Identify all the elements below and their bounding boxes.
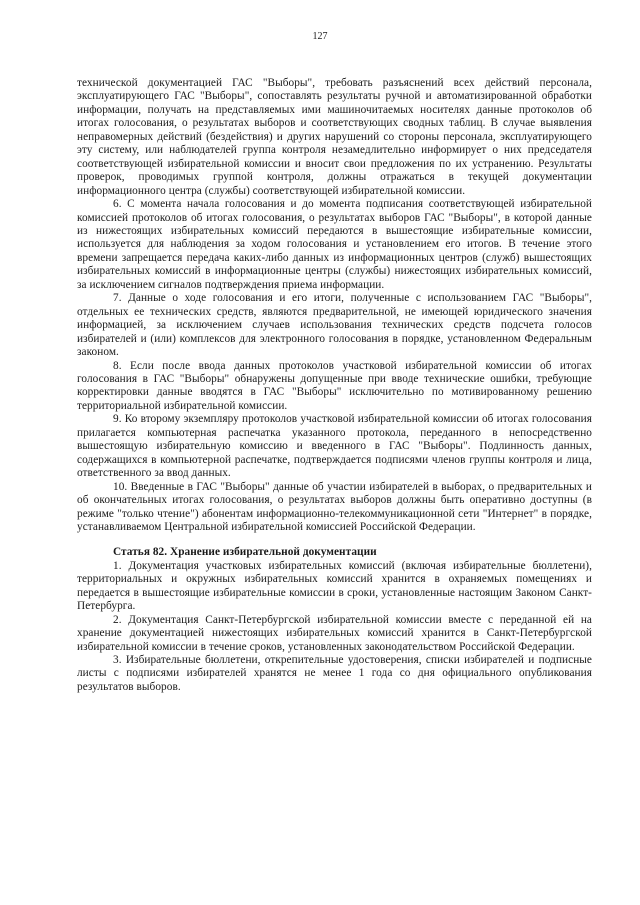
article-82-item-2: 2. Документация Санкт-Петербургской избирательной комиссии вместе с переданной ей на хранение документацией нижестоящих избирательных комиссий хранится в Санкт-Петербургской избирательной комиссии в течение сроков, установленных законодательством Российской Федерации.	[77, 613, 592, 653]
paragraph-item-8: 8. Если после ввода данных протоколов участковой избирательной комиссии об итогах голосования в ГАС "Выборы" обнаружены допущенные при вводе технические ошибки, требующие корректировки данные вводятся в ГАС "Выборы" исключительно по мотивированному решению территориальной избирательной комиссии.	[77, 359, 592, 412]
article-82-item-1: 1. Документация участковых избирательных комиссий (включая избирательные бюллетени), территориальных и окружных избирательных комиссий хранится в охраняемых помещениях и передается в вышестоящие избирательные комиссии в сроки, установленные настоящим Законом Санкт-Петербурга.	[77, 559, 592, 613]
document-body	[77, 77, 592, 694]
article-82-item-3: 3. Избирательные бюллетени, открепительные удостоверения, списки избирателей и подписные листы с подписями избирателей хранятся не менее 1 года со дня официального опубликования результатов выборов.	[77, 654, 592, 693]
paragraph-item-6: 6. С момента начала голосования и до момента подписания соответствующей избирательной комиссией протоколов об итогах голосования, о результатах выборов ГАС "Выборы", в которой данные из нижестоящих избирательных комиссий передаются в вышестоящие избирательные комиссии, используется для наблюдения за ходом голосования и установлением его итогов. В течение этого времени запрещается передача каких-либо данных из информационных центров (служб) вышестоящих избирательных комиссий в информационные центры (службы) нижестоящих избирательных комиссий, за исключением сигналов подтверждения приема информации.	[77, 198, 592, 291]
paragraph-continuation: технической документацией ГАС "Выборы", требовать разъяснений всех действий персонала, эксплуатирующего ГАС "Выборы", сопоставлять результаты ручной и автоматизированной обработки информации, получать на представляемых ими машиночитаемых носителях данные протоколов об итогах голосования, о результатах выборов и соответствующих сводных таблиц. В случае выявления неправомерных действий (бездействия) и других нарушений со стороны персонала, эксплуатирующего эту систему, или наблюдателей группа контроля незамедлительно информирует о них председателя соответствующей избирательной комиссии и вносит свои предложения по их устранению. Результаты проверок, проводимых группой контроля, должны отражаться в текущей документации информационного центра (службы) соответствующей избирательной комиссии.	[77, 77, 592, 197]
paragraph-item-10: 10. Введенные в ГАС "Выборы" данные об участии избирателей в выборах, о предварительных и об окончательных итогах голосования, о результатах выборов должны быть оперативно доступны (в режиме "только чтение") абонентам информационно-телекоммуникационной сети "Интернет" в порядке, устанавливаемом Центральной избирательной комиссией Российской Федерации.	[77, 480, 592, 533]
article-heading: Статья 82. Хранение избирательной документации	[113, 546, 377, 559]
paragraph-item-9: 9. Ко второму экземпляру протоколов участковой избирательной комиссии об итогах голосования прилагается компьютерная распечатка указанного протокола, переданного в непосредственно вышестоящую избирательную комиссию и введенного в ГАС "Выборы". Подлинность данных, содержащихся в компьютерной распечатке, подтверждается подписями членов группы контроля и лица, ответственного за ввод данных.	[77, 413, 592, 480]
page-number: 127	[312, 31, 328, 42]
paragraph-item-7: 7. Данные о ходе голосования и его итоги, полученные с использованием ГАС "Выборы", отдельных ее технических средств, являются предварительной, не имеющей юридического значения информацией, за исключением случаев использования технических средств подсчета голосов избирателей и (или) комплексов для электронного голосования в порядке, установленном Федеральным законом.	[77, 292, 592, 359]
